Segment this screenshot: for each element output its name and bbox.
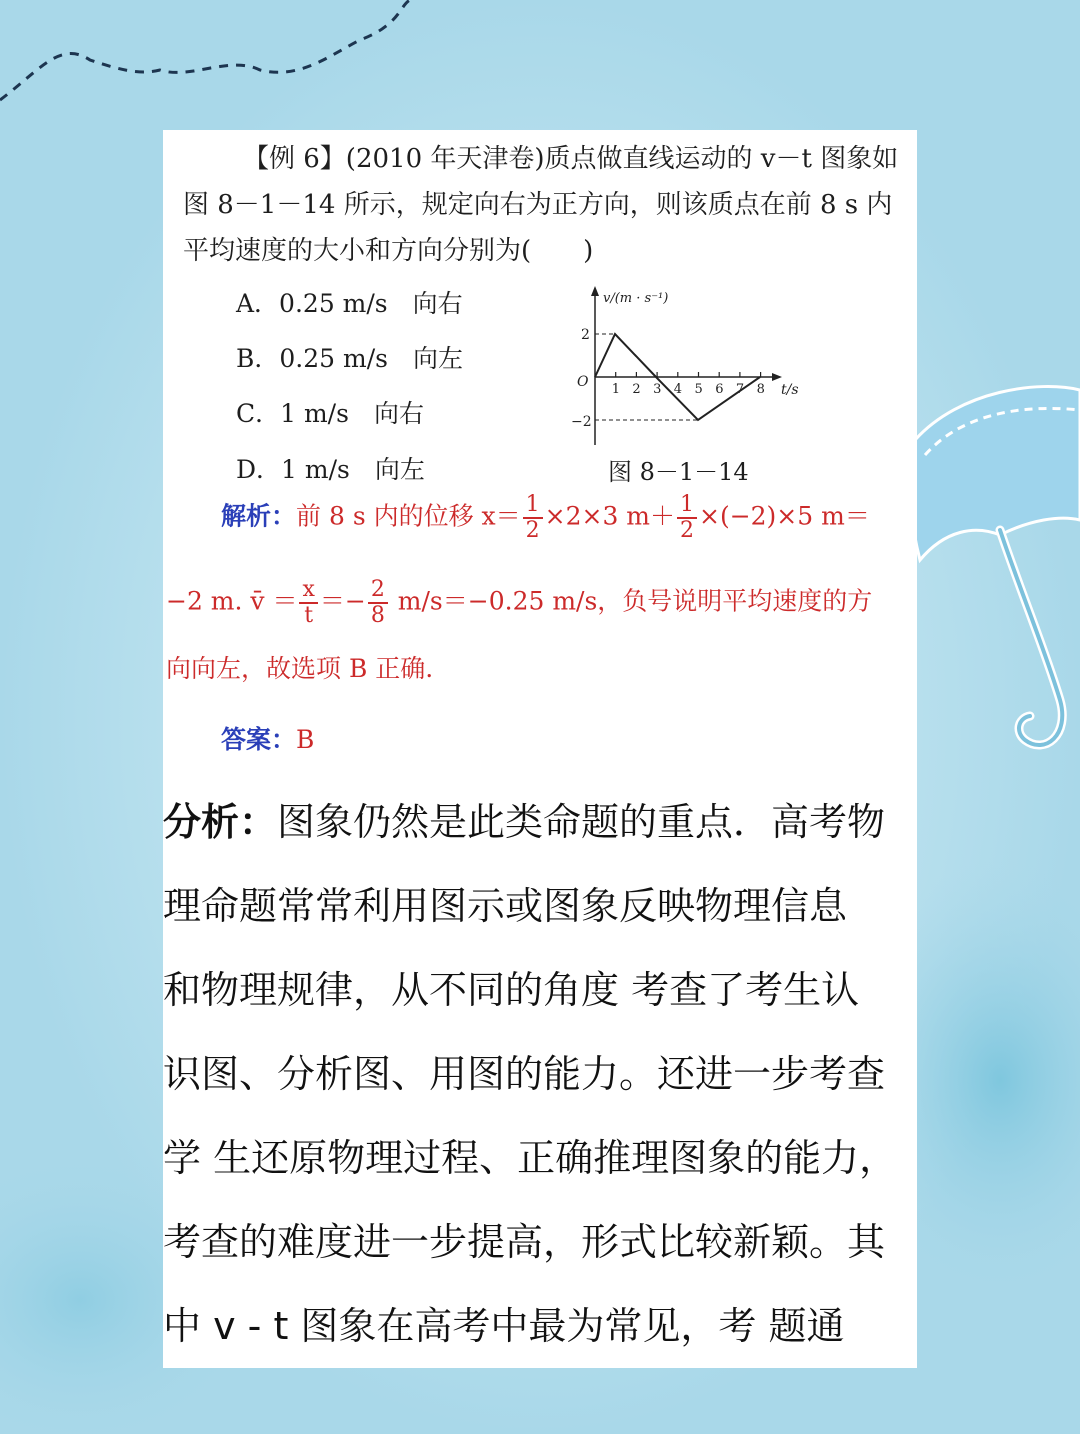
answer-label: 答案： xyxy=(221,725,297,754)
analysis-text: 图象仍然是此类命题的重点．高考物 xyxy=(277,800,886,844)
solution-line-3: 向向左，故选项 B 正确. xyxy=(166,654,434,683)
analysis-line: 中 v - t 图象在高考中最为常见，考 题通 xyxy=(163,1304,845,1348)
option-c: C．1 m/s 向右 xyxy=(236,399,424,428)
solution-label: 解析： xyxy=(221,501,297,531)
answer-value: B xyxy=(296,725,315,754)
fraction: $\frac{2}{8}$ xyxy=(368,578,388,628)
content-card xyxy=(163,130,917,1368)
y-axis-label: v/(m · s⁻¹) xyxy=(603,291,669,306)
analysis-label: 分析： xyxy=(163,800,278,844)
solution-line-1 xyxy=(221,493,870,543)
analysis-line: 考查的难度进一步提高，形式比较新颖。其 xyxy=(163,1220,886,1264)
x-tick-label: 2 xyxy=(632,382,641,397)
question-line: 图 8－1－14 所示，规定向右为正方向，则该质点在前 8 s 内 xyxy=(183,190,893,220)
question-text xyxy=(183,136,908,274)
analysis-line: 学 生还原物理过程、正确推理图象的能力， xyxy=(163,1136,898,1180)
x-tick-label: 4 xyxy=(673,382,683,397)
answer xyxy=(221,720,314,756)
x-axis-label: t/s xyxy=(781,382,799,398)
x-tick-label: 3 xyxy=(653,382,662,397)
origin-label: O xyxy=(577,374,589,390)
x-tick-label: 7 xyxy=(735,382,745,397)
solution-text: 前 8 s 内的位移 x＝ xyxy=(296,501,521,531)
analysis-line: 识图、分析图、用图的能力。还进一步考查 xyxy=(163,1052,886,1096)
analysis-line xyxy=(163,780,917,864)
analysis-line: 和物理规律，从不同的角度 考查了考生认 xyxy=(163,968,860,1012)
x-tick-label: 8 xyxy=(756,382,765,397)
y-axis-arrow xyxy=(591,286,599,296)
x-tick-label: 6 xyxy=(715,382,724,397)
solution-text: ×(−2)×5 m＝ xyxy=(699,501,870,531)
fraction: $\frac{1}{2}$ xyxy=(523,493,543,543)
x-tick-label: 5 xyxy=(694,382,703,397)
question-line: 平均速度的大小和方向分别为( ) xyxy=(183,236,594,266)
option-d: D．1 m/s 向左 xyxy=(236,455,425,484)
fraction: $\frac{x}{t}$ xyxy=(299,578,317,628)
solution-text: ＝− xyxy=(319,586,366,616)
analysis-line: 理命题常常利用图示或图象反映物理信息 xyxy=(163,884,848,928)
option-a: A．0.25 m/s 向右 xyxy=(236,289,463,318)
y-tick-label: 2 xyxy=(581,327,590,343)
x-axis-arrow xyxy=(772,373,782,381)
analysis-paragraph xyxy=(163,780,917,1368)
option-b: B．0.25 m/s 向左 xyxy=(236,344,463,373)
fraction: $\frac{1}{2}$ xyxy=(677,493,697,543)
y-tick-label: −2 xyxy=(571,414,592,430)
solution-line-2 xyxy=(166,578,872,628)
vt-graph xyxy=(563,280,813,480)
x-tick-label: 1 xyxy=(611,382,620,397)
solution-text: m/s＝−0.25 m/s，负号说明平均速度的方 xyxy=(389,586,873,616)
solution-text: ×2×3 m＋ xyxy=(544,501,675,531)
solution-text: −2 m. v̄ ＝ xyxy=(166,586,298,616)
figure-caption: 图 8－1－14 xyxy=(608,458,749,486)
x-ticks xyxy=(612,372,765,397)
question-line: 【例 6】(2010 年天津卷)质点做直线运动的 v－t 图象如 xyxy=(243,144,899,174)
